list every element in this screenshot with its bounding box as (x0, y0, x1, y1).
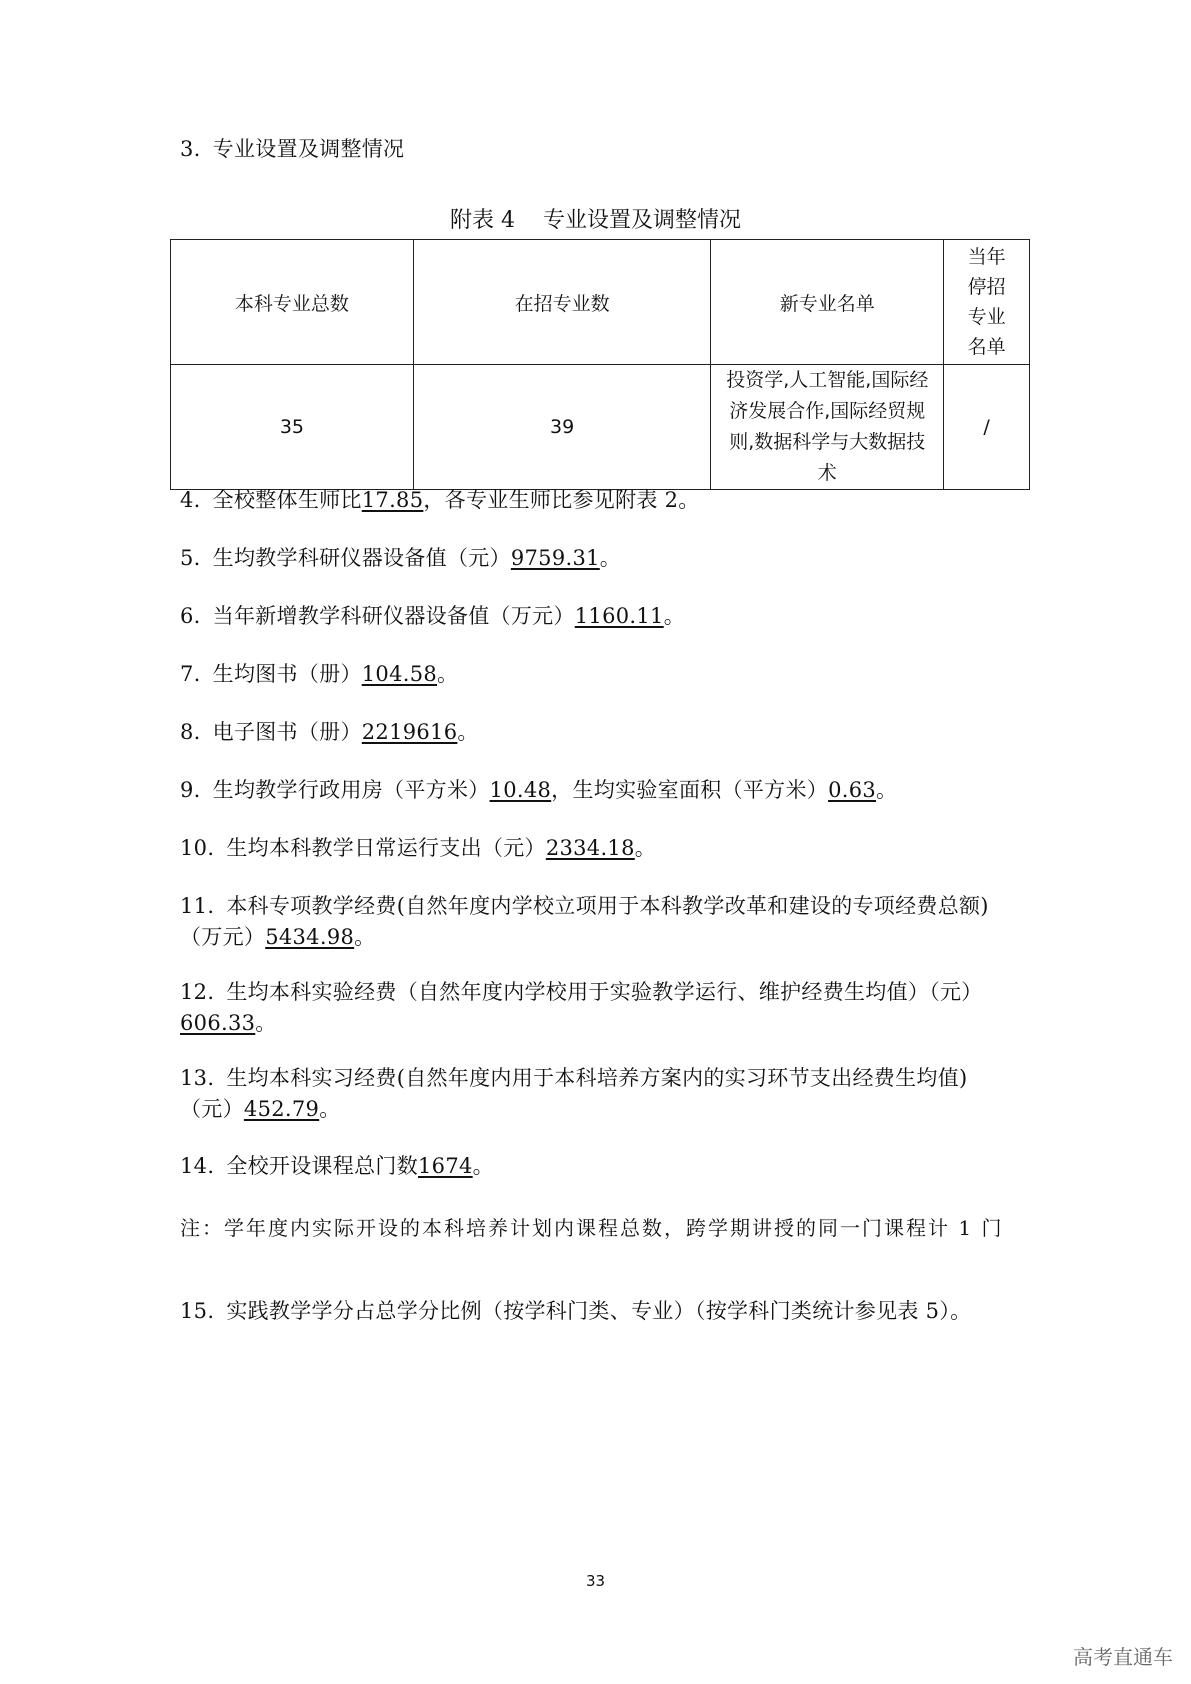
item-9: 9. 生均教学行政用房（平方米）10.48，生均实验室面积（平方米）0.63。 (180, 778, 898, 802)
table-header-row (171, 240, 1030, 365)
watermark-text: 高考直通车 (1073, 1645, 1173, 1669)
value-student-teacher-ratio: 17.85 (361, 488, 424, 512)
section-heading-3: 3. 专业设置及调整情况 (180, 137, 405, 161)
item-6: 6. 当年新增教学科研仪器设备值（万元）1160.11。 (180, 604, 686, 628)
table-caption: 附表 4 专业设置及调整情况 (449, 208, 741, 233)
header-enrolling-majors: 在招专业数 (413, 240, 711, 365)
header-new-majors: 新专业名单 (711, 240, 944, 365)
item-13: 13. 生均本科实习经费(自然年度内用于本科培养方案内的实习环节支出经费生均值)（元）452.79。 (180, 1066, 968, 1121)
item-11: 11. 本科专项教学经费(自然年度内学校立项用于本科教学改革和建设的专项经费总额)（万元）5434.98。 (180, 894, 989, 949)
major-settings-table (170, 239, 1030, 490)
item-4: 4. 全校整体生师比17.85，各专业生师比参见附表 2。 (180, 488, 700, 512)
item-7: 7. 生均图书（册）104.58。 (180, 662, 459, 686)
item-10: 10. 生均本科教学日常运行支出（元）2334.18。 (180, 836, 657, 860)
cell-suspended-majors: / (944, 365, 1030, 490)
page-number: 33 (585, 1572, 606, 1590)
item-14: 14. 全校开设课程总门数1674。 (180, 1154, 494, 1178)
item-8: 8. 电子图书（册）2219616。 (180, 720, 479, 744)
table-row (171, 365, 1030, 490)
header-suspended-majors: 当年停招专业名单 (944, 240, 1030, 365)
cell-new-majors: 投资学,人工智能,国际经济发展合作,国际经贸规则,数据科学与大数据技术 (711, 365, 944, 490)
cell-enrolling-majors: 39 (413, 365, 711, 490)
item-15: 15. 实践教学学分占总学分比例（按学科门类、专业）（按学科门类统计参见表 5）。 (180, 1299, 972, 1323)
item-12: 12. 生均本科实验经费（自然年度内学校用于实验教学运行、维护经费生均值）（元）606.33。 (180, 980, 983, 1035)
header-total-majors: 本科专业总数 (171, 240, 414, 365)
note-text: 注：学年度内实际开设的本科培养计划内课程总数，跨学期讲授的同一门课程计 1 门 (180, 1216, 1004, 1240)
cell-total-majors: 35 (171, 365, 414, 490)
item-5: 5. 生均教学科研仪器设备值（元）9759.31。 (180, 546, 622, 570)
